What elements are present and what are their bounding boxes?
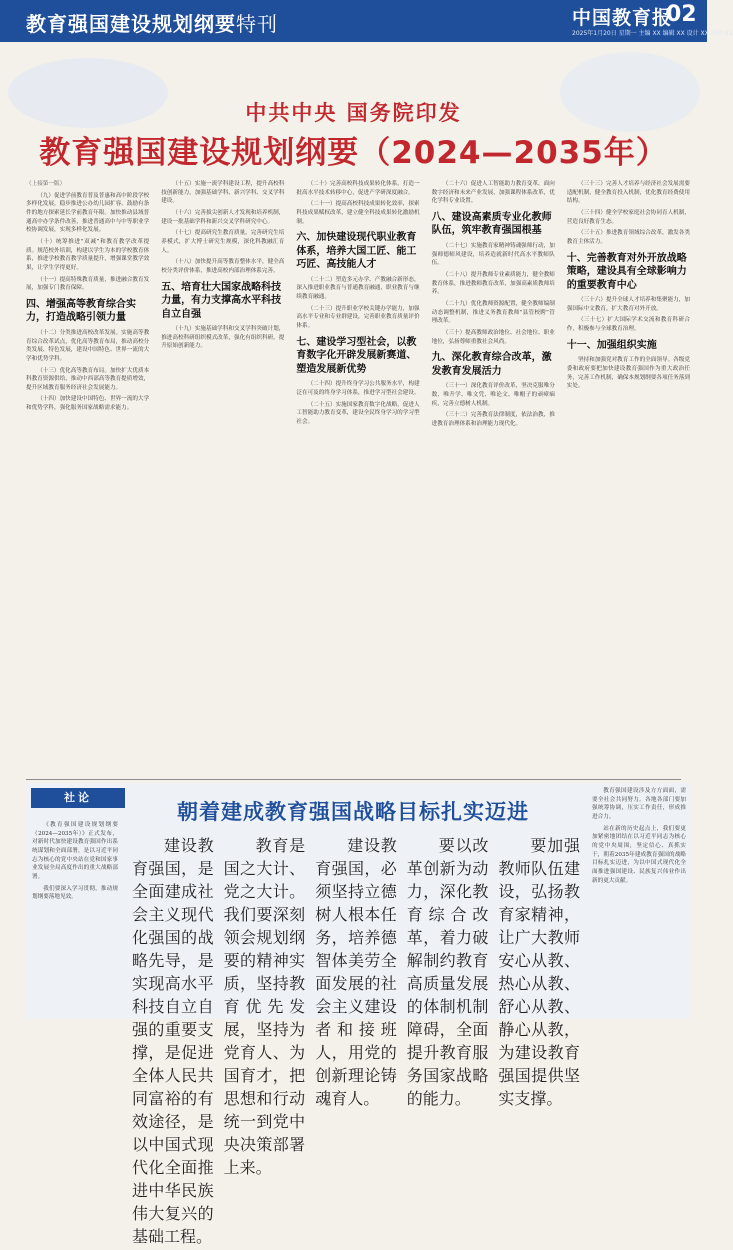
section-title (26, 8, 278, 37)
article-column (432, 180, 555, 775)
paragraph: （二十六）促进人工智能助力教育变革，面向数字经济和未来产业发展，加强课程体系改革，优化学科专业设置。 (431, 181, 555, 205)
paragraph: （二十三）提升职业学校关键办学能力，加强高水平专业和专业群建设，完善职业教育质量评价体系。 (296, 305, 420, 330)
editorial-column (224, 833, 306, 1250)
page-number: 02 (666, 2, 697, 27)
paragraph: 要加强教师队伍建设，弘扬教育家精神，让广大教师安心从教、热心从教、舒心从教、静心从教，为建设教育强国提供坚实支撑。 (498, 836, 580, 1108)
paragraph: （二十八）提升教师专业素质能力，健全教师教育体系，推进教师教育改革，加强高素质教师培养。 (431, 271, 555, 296)
editorial-column (132, 833, 214, 1250)
paragraph: （二十五）实施国家教育数字化战略，促进人工智能助力教育变革，建设全民终身学习的学习型社会。 (296, 401, 420, 425)
paragraph: （三十四）健全学校家庭社会协同育人机制，营造良好教育生态。 (566, 209, 690, 225)
paragraph: （三十六）提升全球人才培养和集聚能力，加强国际中文教育，扩大教育对外开放。 (566, 297, 690, 312)
paragraph: （二十）完善高校科技成果转化体系，打造一批高水平技术转移中心，促进产学研深度融合。 (296, 181, 420, 196)
page-header (0, 0, 733, 42)
article-column (26, 180, 149, 775)
newspaper-logo: 中国教育报 (572, 7, 673, 29)
editorial-section (26, 783, 690, 1246)
paragraph: （二十二）塑造多元办学、产教融合新形态，深入推进职业教育与普通教育融通，职业教育与继续教育融通。 (296, 276, 420, 301)
paragraph: （十八）加快提升高等教育整体水平，健全高校分类评价体系，推进高校内部治理体系完善。 (161, 259, 285, 274)
section-heading: 十一、加强组织实施 (566, 339, 657, 351)
paragraph: （十四）加快建设中国特色、世界一流的大学和优势学科，强化服务国家战略需求能力。 (26, 396, 150, 412)
paragraph: （十七）提高研究生教育质量，完善研究生培养模式，扩大博士研究生规模，深化科教融汇育人。 (161, 230, 285, 254)
paragraph: （三十三）完善人才培养与经济社会发展需要适配机制，健全教育投入机制，优化教育经费使用结构。 (566, 181, 690, 205)
article-body (26, 180, 690, 775)
article-headline: 教育强国建设规划纲要（2024—2035年） (39, 135, 668, 171)
paragraph: （十三）优化高等教育布局。加快扩大优质本科教育资源供给，推动中西部高等教育提质增效，提升区域教育服务经济社会发展能力。 (26, 367, 150, 391)
masthead-subline: 2025年1月20日 星期一 主编 XX 编辑 XX 设计 XX 校对 XX (572, 30, 733, 37)
paragraph: （十）统筹推进“双减”和教育教学改革提质。规范校外培训，构建以学生为本的学校教育体系，推进学校教育教学质量提升，增强课堂教学效果，让学生学得更好。 (26, 238, 150, 271)
section-title-suffix: 特刊 (236, 12, 278, 36)
paragraph: （十五）实施一流学科建设工程，提升高校科技创新能力，加强基础学科、新兴学科、交叉学科建设。 (161, 181, 285, 205)
section-heading: 八、建设高素质专业化教师队伍，筑牢教育强国根基 (431, 211, 552, 237)
article-column (567, 180, 690, 775)
paragraph: 《教育强国建设规划纲要（2024—2035年）》正式发布，对新时代加快建设教育强国作出系统谋划和全面部署，是以习近平同志为核心的党中央站在党和国家事业发展全局高度作出的重大战略部署。 (32, 822, 118, 880)
editorial-lead (32, 821, 118, 1013)
paragraph: （三十）提高教师政治地位、社会地位、职业地位，弘扬尊师重教社会风尚。 (431, 329, 555, 345)
editorial-body (132, 833, 580, 1246)
paragraph: （十六）完善拔尖创新人才发现和培养机制，建设一批基础学科和新兴交叉学科研究中心。 (161, 209, 285, 225)
article-column (296, 180, 419, 775)
article-kicker: 中共中央 国务院印发 (245, 101, 462, 125)
editorial-column (407, 833, 489, 1250)
section-title-main: 教育强国建设规划纲要 (26, 12, 236, 36)
paragraph: （十九）实施基础学科和交叉学科突破计划，推进高校科研组织模式改革，强化有组织科研，提升原始创新能力。 (161, 326, 285, 350)
editorial-tag: 社论 (31, 788, 125, 808)
editorial-column (498, 833, 580, 1250)
section-heading: 七、建设学习型社会，以教育数字化开辟发展新赛道、塑造发展新优势 (296, 336, 417, 375)
section-heading: 五、培育壮大国家战略科技力量，有力支撑高水平科技自立自强 (161, 281, 282, 320)
paragraph: （二十七）实施教育家精神铸魂强师行动，加强师德师风建设，培养造就新时代高水平教师队伍。 (431, 242, 555, 267)
paragraph: （十一）提高特殊教育质量，推进融合教育发展，加强专门教育保障。 (26, 276, 150, 292)
section-heading: 九、深化教育综合改革，激发教育发展活力 (431, 352, 552, 377)
divider (26, 779, 681, 780)
paragraph: 教育是国之大计、党之大计。我们要深刻领会规划纲要的精神实质，坚持教育优先发展，坚持为党育人、为国育才，把思想和行动统一到党中央决策部署上来。 (223, 836, 306, 1177)
paragraph: （三十五）推进教育领域综合改革，激发各类教育主体活力。 (566, 230, 690, 245)
paragraph: （三十二）完善教育法律制度，依法治教，推进教育治理体系和治理能力现代化。 (431, 412, 555, 427)
paragraph: （二十九）优化教师资源配置，健全教师编制动态调整机制，推进义务教育教师“县管校聘”管理改革。 (431, 300, 555, 325)
paragraph: 要以改革创新为动力，深化教育综合改革，着力破解制约教育高质量发展的体制机制障碍，全面提升教育服务国家战略的能力。 (406, 836, 489, 1108)
paragraph: （十二）分类推进高校改革发展。实施高等教育综合改革试点，优化高等教育布局，推动高校分类发展、特色发展，建设中国特色、世界一流的大学和优势学科。 (26, 329, 150, 362)
paragraph: 建设教育强国，是全面建成社会主义现代化强国的战略先导，是实现高水平科技自立自强的重要支撑，是促进全体人民共同富裕的有效途径，是以中国式现代化全面推进中华民族伟大复兴的基础工程。 (132, 836, 214, 1246)
section-heading: 十、完善教育对外开放战略策略，建设具有全球影响力的重要教育中心 (566, 252, 687, 291)
editorial-closing (592, 787, 686, 1015)
paragraph: （二十四）提升终身学习公共服务水平，构建泛在可及的终身学习体系，推进学习型社会建设。 (296, 381, 420, 396)
article-column (161, 180, 284, 775)
paragraph: 建设教育强国，必须坚持立德树人根本任务，培养德智体美劳全面发展的社会主义建设者和接班人，用党的创新理论铸魂育人。 (315, 836, 397, 1108)
paragraph: 站在新的历史起点上，我们要更加紧密地团结在以习近平同志为核心的党中央周围，坚定信心、真抓实干，朝着2035年建成教育强国的战略目标扎实迈进，为以中国式现代化全面推进强国建设、民族复兴伟业作出新的更大贡献。 (592, 825, 686, 884)
paragraph: （九）促进学前教育普及普惠和高中阶段学校多样化发展。稳步推进公办幼儿园扩容，鼓励有条件的地方探索延长学前教育年限。加快推动县域普通高中办学条件改善，推进普通高中与中等职业学校协调发展，实现多样化发展。 (26, 192, 150, 234)
paragraph: 坚持和加强党对教育工作的全面领导。各级党委和政府要把加快建设教育强国作为重大政治任务，完善工作机制，确保本规划纲要各项任务落到实处。 (566, 357, 690, 390)
paragraph: 教育强国建设涉及方方面面，需要全社会共同努力。各地各部门要加强统筹协调，压实工作责任，形成推进合力。 (592, 788, 686, 820)
section-heading: 六、加快建设现代职业教育体系，培养大国工匠、能工巧匠、高技能人才 (296, 232, 417, 271)
section-heading: 四、增强高等教育综合实力，打造战略引领力量 (26, 298, 136, 324)
paragraph: （三十一）深化教育评价改革，坚决克服唯分数、唯升学、唯文凭、唯论文、唯帽子的顽瘴痼疾，完善立德树人机制。 (431, 383, 555, 407)
editorial-title: 朝着建成教育强国战略目标扎实迈进 (177, 800, 529, 824)
paragraph: 我们要深入学习贯彻，推动规划纲要落地见效。 (32, 885, 118, 901)
paragraph: （三十七）扩大国际学术交流和教育科研合作，积极参与全球教育治理。 (566, 317, 690, 333)
continuation-note: （上接第一版） (26, 181, 66, 187)
editorial-column (315, 833, 397, 1250)
paragraph: （二十一）提高高校科技成果转化效率，探索科技成果赋权改革，建立健全科技成果转化激励机制。 (296, 201, 420, 225)
